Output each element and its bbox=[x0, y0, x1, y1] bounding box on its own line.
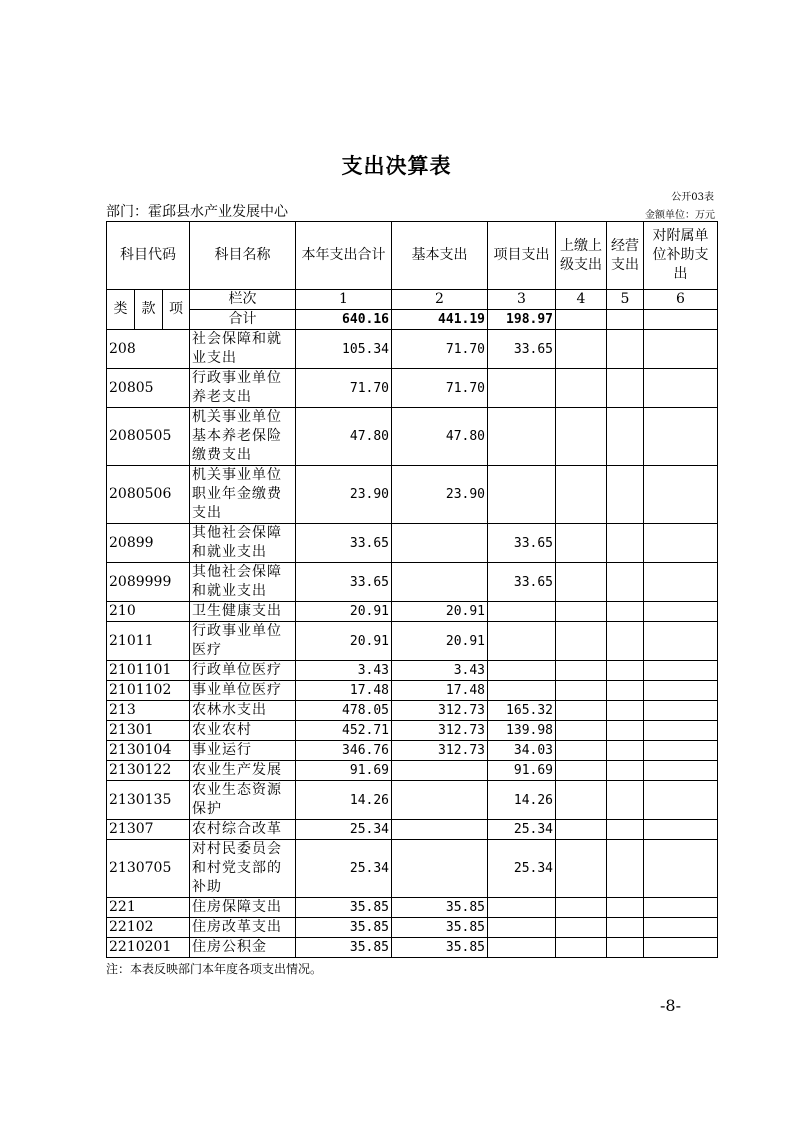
table-row bbox=[107, 741, 718, 761]
row-project bbox=[488, 938, 556, 958]
row-business bbox=[607, 563, 644, 602]
header-subsidy: 对附属单位补助支出 bbox=[644, 222, 718, 290]
row-business bbox=[607, 408, 644, 466]
row-subsidy bbox=[644, 330, 718, 369]
row-code: 2130122 bbox=[107, 761, 190, 781]
row-project: 33.65 bbox=[488, 563, 556, 602]
row-total: 3.43 bbox=[296, 661, 392, 681]
row-project bbox=[488, 622, 556, 661]
row-subsidy bbox=[644, 701, 718, 721]
row-business bbox=[607, 761, 644, 781]
table-row bbox=[107, 661, 718, 681]
row-code: 208 bbox=[107, 330, 190, 369]
row-upper bbox=[556, 408, 607, 466]
row-upper bbox=[556, 622, 607, 661]
row-code: 2101102 bbox=[107, 681, 190, 701]
page-title: 支出决算表 bbox=[341, 154, 452, 178]
header-kuan: 款 bbox=[135, 290, 163, 330]
row-upper bbox=[556, 330, 607, 369]
row-total: 452.71 bbox=[296, 721, 392, 741]
row-business bbox=[607, 898, 644, 918]
row-business bbox=[607, 781, 644, 820]
row-total: 35.85 bbox=[296, 938, 392, 958]
table-note: 注：本表反映部门本年度各项支出情况。 bbox=[106, 962, 323, 976]
row-upper bbox=[556, 761, 607, 781]
row-basic: 17.48 bbox=[392, 681, 488, 701]
col-num: 5 bbox=[607, 290, 644, 310]
row-upper bbox=[556, 701, 607, 721]
row-project: 91.69 bbox=[488, 761, 556, 781]
column-number-row bbox=[107, 290, 718, 310]
row-upper bbox=[556, 918, 607, 938]
row-business bbox=[607, 721, 644, 741]
row-basic: 35.85 bbox=[392, 918, 488, 938]
department-label: 部门：霍邱县水产业发展中心 bbox=[106, 204, 288, 220]
row-subsidy bbox=[644, 602, 718, 622]
row-code: 21011 bbox=[107, 622, 190, 661]
row-project: 34.03 bbox=[488, 741, 556, 761]
row-upper bbox=[556, 820, 607, 840]
row-total: 105.34 bbox=[296, 330, 392, 369]
row-name: 对村民委员会和村党支部的补助 bbox=[190, 840, 296, 898]
row-name: 农村综合改革 bbox=[190, 820, 296, 840]
row-total: 14.26 bbox=[296, 781, 392, 820]
row-project bbox=[488, 681, 556, 701]
total-upper bbox=[556, 310, 607, 330]
row-name: 农业农村 bbox=[190, 721, 296, 741]
row-name: 事业运行 bbox=[190, 741, 296, 761]
row-code: 21301 bbox=[107, 721, 190, 741]
row-subsidy bbox=[644, 369, 718, 408]
header-project: 项目支出 bbox=[488, 222, 556, 290]
row-code: 2130705 bbox=[107, 840, 190, 898]
row-subsidy bbox=[644, 781, 718, 820]
header-xiang: 项 bbox=[163, 290, 190, 330]
header-code: 科目代码 bbox=[107, 222, 190, 290]
table-row bbox=[107, 898, 718, 918]
row-subsidy bbox=[644, 820, 718, 840]
row-basic: 312.73 bbox=[392, 701, 488, 721]
row-name: 住房改革支出 bbox=[190, 918, 296, 938]
table-row bbox=[107, 938, 718, 958]
row-upper bbox=[556, 602, 607, 622]
row-code: 221 bbox=[107, 898, 190, 918]
row-basic: 3.43 bbox=[392, 661, 488, 681]
table-row bbox=[107, 918, 718, 938]
table-row bbox=[107, 524, 718, 563]
row-basic: 71.70 bbox=[392, 330, 488, 369]
row-total: 47.80 bbox=[296, 408, 392, 466]
row-basic: 35.85 bbox=[392, 898, 488, 918]
row-code: 2130135 bbox=[107, 781, 190, 820]
col-num: 3 bbox=[488, 290, 556, 310]
row-upper bbox=[556, 840, 607, 898]
col-num: 2 bbox=[392, 290, 488, 310]
col-num: 4 bbox=[556, 290, 607, 310]
row-subsidy bbox=[644, 661, 718, 681]
row-code: 2130104 bbox=[107, 741, 190, 761]
row-basic bbox=[392, 840, 488, 898]
row-name: 行政单位医疗 bbox=[190, 661, 296, 681]
row-name: 农林水支出 bbox=[190, 701, 296, 721]
row-basic: 23.90 bbox=[392, 466, 488, 524]
row-total: 346.76 bbox=[296, 741, 392, 761]
unit-label: 金额单位：万元 bbox=[645, 210, 715, 221]
row-business bbox=[607, 701, 644, 721]
row-project bbox=[488, 898, 556, 918]
row-project bbox=[488, 408, 556, 466]
row-business bbox=[607, 840, 644, 898]
row-total: 35.85 bbox=[296, 918, 392, 938]
table-row bbox=[107, 781, 718, 820]
row-name: 行政事业单位养老支出 bbox=[190, 369, 296, 408]
row-name: 其他社会保障和就业支出 bbox=[190, 563, 296, 602]
expenditure-table bbox=[106, 221, 718, 958]
row-total: 17.48 bbox=[296, 681, 392, 701]
row-subsidy bbox=[644, 681, 718, 701]
header-basic: 基本支出 bbox=[392, 222, 488, 290]
table-row bbox=[107, 820, 718, 840]
header-lei: 类 bbox=[107, 290, 135, 330]
row-upper bbox=[556, 661, 607, 681]
row-business bbox=[607, 466, 644, 524]
table-row bbox=[107, 408, 718, 466]
row-code: 2101101 bbox=[107, 661, 190, 681]
table-row bbox=[107, 840, 718, 898]
row-total: 71.70 bbox=[296, 369, 392, 408]
table-row bbox=[107, 369, 718, 408]
row-name: 机关事业单位基本养老保险缴费支出 bbox=[190, 408, 296, 466]
row-basic bbox=[392, 761, 488, 781]
table-row bbox=[107, 681, 718, 701]
row-total: 91.69 bbox=[296, 761, 392, 781]
row-subsidy bbox=[644, 721, 718, 741]
row-project bbox=[488, 661, 556, 681]
row-business bbox=[607, 918, 644, 938]
row-subsidy bbox=[644, 938, 718, 958]
row-basic bbox=[392, 820, 488, 840]
row-subsidy bbox=[644, 918, 718, 938]
row-business bbox=[607, 661, 644, 681]
table-row bbox=[107, 563, 718, 602]
row-project: 25.34 bbox=[488, 820, 556, 840]
row-code: 2210201 bbox=[107, 938, 190, 958]
row-business bbox=[607, 820, 644, 840]
header-total: 本年支出合计 bbox=[296, 222, 392, 290]
total-basic: 441.19 bbox=[392, 310, 488, 330]
row-total: 20.91 bbox=[296, 622, 392, 661]
total-sum: 640.16 bbox=[296, 310, 392, 330]
row-project bbox=[488, 369, 556, 408]
col-num: 6 bbox=[644, 290, 718, 310]
column-label: 栏次 bbox=[190, 290, 296, 310]
row-basic: 312.73 bbox=[392, 721, 488, 741]
row-total: 20.91 bbox=[296, 602, 392, 622]
row-total: 478.05 bbox=[296, 701, 392, 721]
row-name: 其他社会保障和就业支出 bbox=[190, 524, 296, 563]
row-code: 2080505 bbox=[107, 408, 190, 466]
row-name: 农业生产发展 bbox=[190, 761, 296, 781]
row-upper bbox=[556, 781, 607, 820]
row-subsidy bbox=[644, 408, 718, 466]
row-total: 23.90 bbox=[296, 466, 392, 524]
row-business bbox=[607, 938, 644, 958]
row-name: 事业单位医疗 bbox=[190, 681, 296, 701]
total-label: 合计 bbox=[190, 310, 296, 330]
row-code: 20805 bbox=[107, 369, 190, 408]
row-basic: 47.80 bbox=[392, 408, 488, 466]
row-code: 213 bbox=[107, 701, 190, 721]
row-upper bbox=[556, 898, 607, 918]
row-basic: 71.70 bbox=[392, 369, 488, 408]
row-code: 2080506 bbox=[107, 466, 190, 524]
row-project: 33.65 bbox=[488, 524, 556, 563]
row-subsidy bbox=[644, 840, 718, 898]
row-project: 165.32 bbox=[488, 701, 556, 721]
row-name: 行政事业单位医疗 bbox=[190, 622, 296, 661]
col-num: 1 bbox=[296, 290, 392, 310]
row-business bbox=[607, 330, 644, 369]
row-basic bbox=[392, 563, 488, 602]
header-upper: 上缴上级支出 bbox=[556, 222, 607, 290]
row-subsidy bbox=[644, 622, 718, 661]
row-upper bbox=[556, 524, 607, 563]
row-subsidy bbox=[644, 761, 718, 781]
row-code: 22102 bbox=[107, 918, 190, 938]
row-subsidy bbox=[644, 466, 718, 524]
table-row bbox=[107, 701, 718, 721]
row-project: 25.34 bbox=[488, 840, 556, 898]
row-name: 社会保障和就业支出 bbox=[190, 330, 296, 369]
table-row bbox=[107, 466, 718, 524]
row-basic: 35.85 bbox=[392, 938, 488, 958]
row-project: 139.98 bbox=[488, 721, 556, 741]
row-subsidy bbox=[644, 741, 718, 761]
row-business bbox=[607, 741, 644, 761]
header-name: 科目名称 bbox=[190, 222, 296, 290]
row-total: 33.65 bbox=[296, 563, 392, 602]
form-number: 公开03表 bbox=[671, 192, 714, 203]
row-basic: 20.91 bbox=[392, 622, 488, 661]
row-basic bbox=[392, 524, 488, 563]
row-code: 210 bbox=[107, 602, 190, 622]
row-name: 农业生态资源保护 bbox=[190, 781, 296, 820]
row-code: 2089999 bbox=[107, 563, 190, 602]
row-basic: 20.91 bbox=[392, 602, 488, 622]
header-row bbox=[107, 222, 718, 290]
table-row bbox=[107, 761, 718, 781]
row-name: 住房公积金 bbox=[190, 938, 296, 958]
row-project: 33.65 bbox=[488, 330, 556, 369]
total-project: 198.97 bbox=[488, 310, 556, 330]
row-business bbox=[607, 602, 644, 622]
table-row bbox=[107, 602, 718, 622]
row-project bbox=[488, 602, 556, 622]
row-code: 21307 bbox=[107, 820, 190, 840]
header-business: 经营支出 bbox=[607, 222, 644, 290]
row-upper bbox=[556, 369, 607, 408]
row-business bbox=[607, 524, 644, 563]
total-business bbox=[607, 310, 644, 330]
row-total: 35.85 bbox=[296, 898, 392, 918]
row-name: 机关事业单位职业年金缴费支出 bbox=[190, 466, 296, 524]
row-project bbox=[488, 918, 556, 938]
page-number: -8- bbox=[660, 996, 681, 1015]
row-project: 14.26 bbox=[488, 781, 556, 820]
row-subsidy bbox=[644, 563, 718, 602]
total-subsidy bbox=[644, 310, 718, 330]
row-upper bbox=[556, 721, 607, 741]
row-name: 住房保障支出 bbox=[190, 898, 296, 918]
table-row bbox=[107, 721, 718, 741]
row-total: 25.34 bbox=[296, 820, 392, 840]
row-total: 25.34 bbox=[296, 840, 392, 898]
row-upper bbox=[556, 563, 607, 602]
row-total: 33.65 bbox=[296, 524, 392, 563]
row-business bbox=[607, 622, 644, 661]
total-row bbox=[107, 310, 718, 330]
table-row bbox=[107, 330, 718, 369]
row-business bbox=[607, 681, 644, 701]
table-row bbox=[107, 622, 718, 661]
row-business bbox=[607, 369, 644, 408]
row-upper bbox=[556, 938, 607, 958]
row-subsidy bbox=[644, 898, 718, 918]
row-name: 卫生健康支出 bbox=[190, 602, 296, 622]
row-upper bbox=[556, 466, 607, 524]
row-code: 20899 bbox=[107, 524, 190, 563]
row-upper bbox=[556, 741, 607, 761]
row-subsidy bbox=[644, 524, 718, 563]
row-basic bbox=[392, 781, 488, 820]
row-basic: 312.73 bbox=[392, 741, 488, 761]
row-upper bbox=[556, 681, 607, 701]
row-project bbox=[488, 466, 556, 524]
